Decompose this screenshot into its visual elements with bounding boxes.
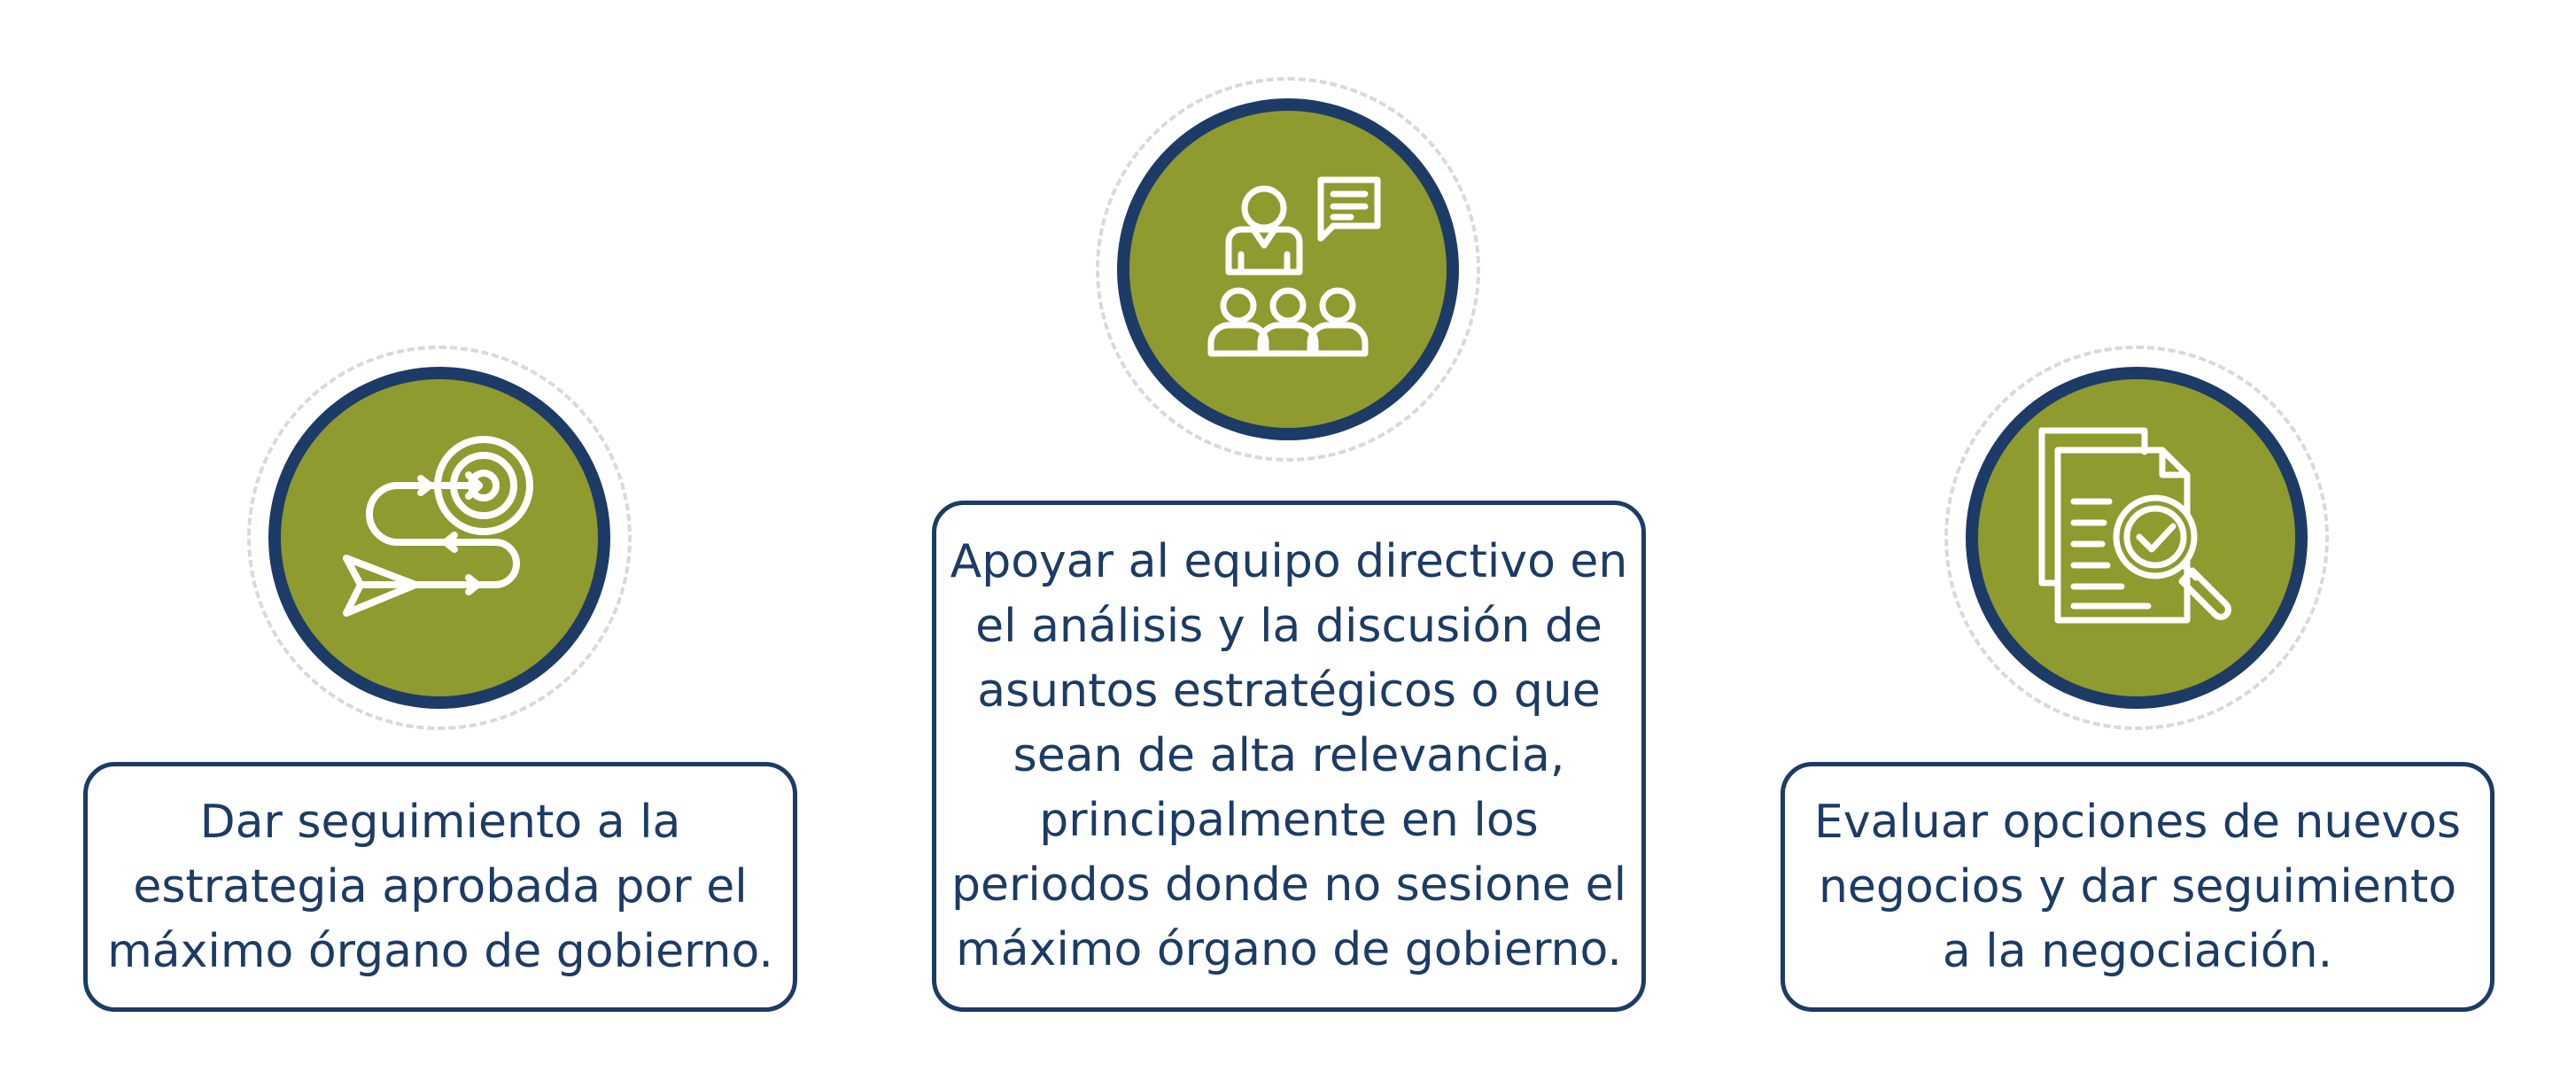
target-strategy-icon bbox=[247, 346, 632, 730]
document-search-check-icon bbox=[1944, 346, 2329, 730]
icon-badge bbox=[247, 346, 632, 730]
card-text: Evaluar opciones de nuevos negocios y dar seguimiento a la negociación. bbox=[1813, 795, 2462, 978]
text-box bbox=[83, 762, 797, 1012]
presenter-audience-icon bbox=[1096, 77, 1480, 462]
card-text: Dar seguimiento a la estrategia aprobada por el máximo órgano de gobierno. bbox=[107, 795, 773, 978]
text-box bbox=[1781, 762, 2495, 1012]
icon-badge bbox=[1944, 346, 2329, 730]
card-text: Apoyar al equipo directivo en el análisis y la discusión de asuntos estratégicos o que sean de alta relevancia, principalmente en los periodos donde no sesione el máximo órgano de gobierno. bbox=[950, 535, 1628, 976]
icon-badge bbox=[1096, 77, 1480, 462]
text-box bbox=[932, 501, 1646, 1012]
